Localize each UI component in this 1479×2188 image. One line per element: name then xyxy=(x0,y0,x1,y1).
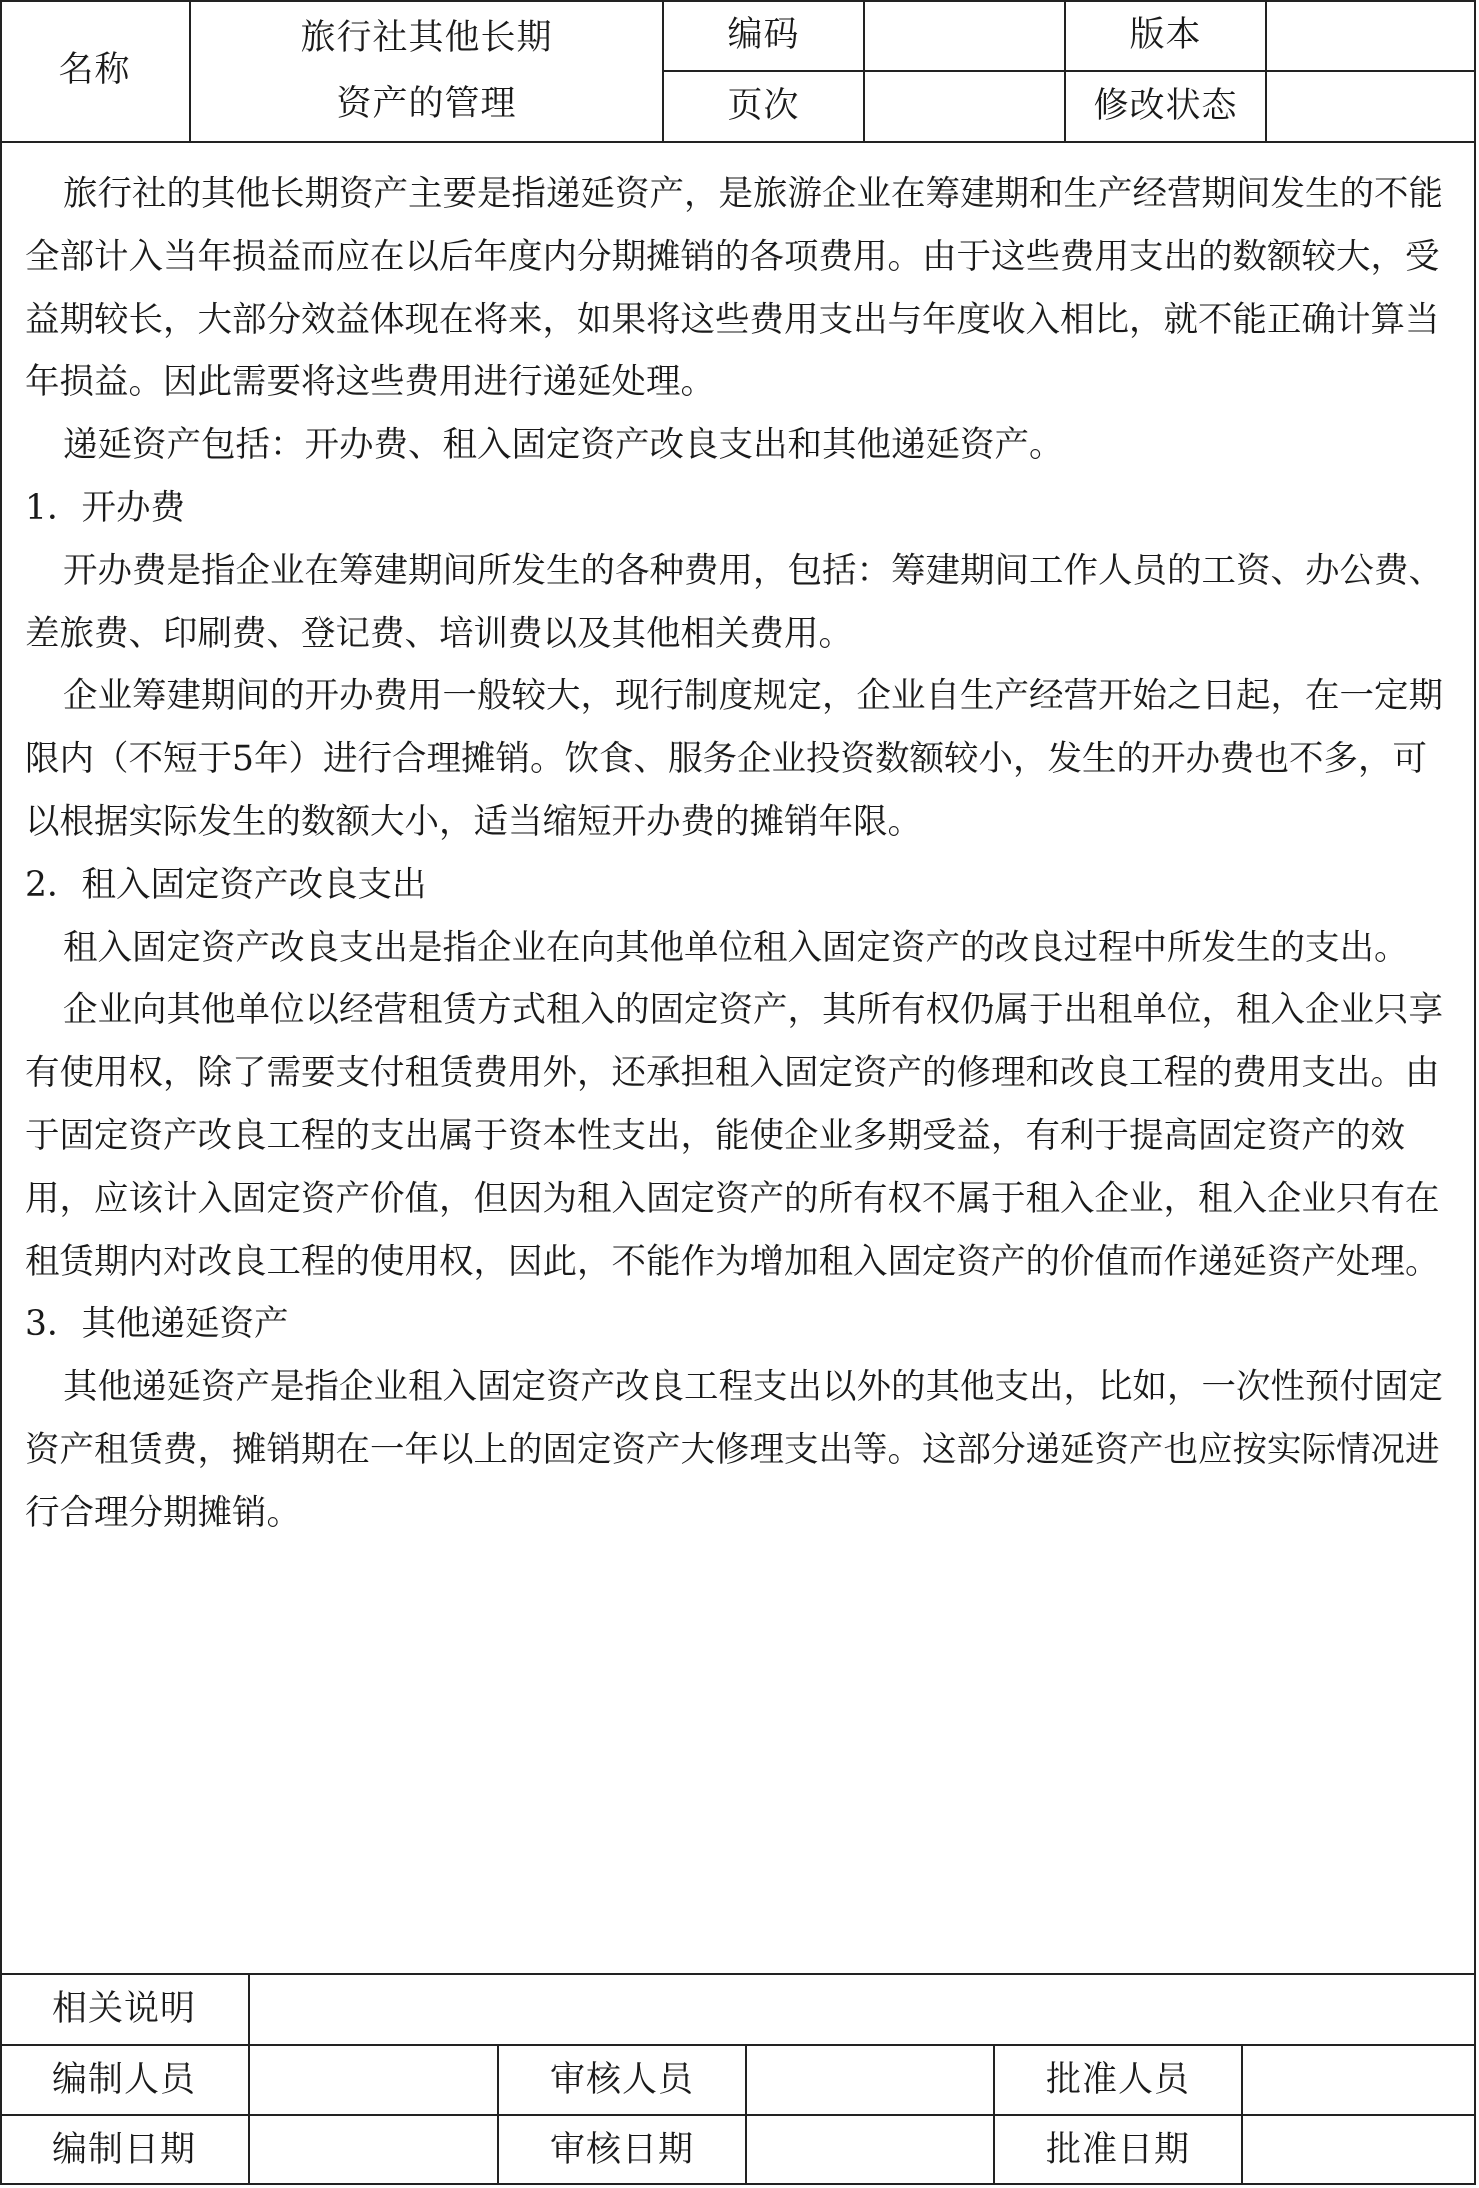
page-label-text: 页次 xyxy=(727,86,800,127)
section-heading: 1．开办费 xyxy=(25,487,185,528)
body-paragraph: 企业向其他单位以经营租赁方式租入的固定资产，其所有权仍属于出租单位，租入企业只享有使用权，除了需要支付租赁费用外，还承担租入固定资产的修理和改良工程的费用支出。由于固定资产改良工程的支出属于资本性支出，能使企业多期受益，有利于提高固定资产的效用，应该计入固定资产价值，但因为租入固定资产的所有权不属于租入企业，租入企业只有在租赁期内对改良工程的使用权，因此，不能作为增加租入固定资产的价值而作递延资产处理。 xyxy=(25,990,1443,1282)
prepared-by-label xyxy=(0,2046,248,2114)
approved-date-value xyxy=(1243,2116,1474,2185)
notes-value xyxy=(250,1975,1474,2044)
section-heading: 3．其他递延资产 xyxy=(25,1304,289,1345)
body-paragraph: 其他递延资产是指企业租入固定资产改良工程支出以外的其他支出，比如，一次性预付固定资产租赁费，摊销期在一年以上的固定资产大修理支出等。这部分递延资产也应按实际情况进行合理分期摊销。 xyxy=(25,1367,1443,1533)
notes-label xyxy=(0,1975,248,2044)
prepared-date-label-text: 编制日期 xyxy=(51,2130,196,2171)
body-paragraph: 开办费是指企业在筹建期间所发生的各种费用，包括：筹建期间工作人员的工资、办公费、差旅费、印刷费、登记费、培训费以及其他相关费用。 xyxy=(25,550,1443,654)
document-body xyxy=(25,163,1457,1545)
notes-label-text: 相关说明 xyxy=(51,1989,196,2030)
code-value xyxy=(865,0,1064,70)
body-paragraph: 企业筹建期间的开办费用一般较大，现行制度规定，企业自生产经营开始之日起，在一定期限内（不短于5年）进行合理摊销。饮食、服务企业投资数额较小，发生的开办费也不多，可以根据实际发生的数额大小，适当缩短开办费的摊销年限。 xyxy=(25,676,1443,842)
name-label xyxy=(0,0,189,141)
name-value-line2: 资产的管理 xyxy=(336,83,517,124)
page-value xyxy=(865,72,1064,141)
body-paragraph: 递延资产包括：开办费、租入固定资产改良支出和其他递延资产。 xyxy=(63,425,1064,466)
version-label xyxy=(1066,0,1265,70)
prepared-date-value xyxy=(250,2116,497,2185)
approved-date-label xyxy=(995,2116,1241,2185)
reviewed-date-label-text: 审核日期 xyxy=(549,2130,694,2171)
prepared-date-label xyxy=(0,2116,248,2185)
revision-value xyxy=(1267,72,1474,141)
version-value xyxy=(1267,0,1474,70)
name-value-line1: 旅行社其他长期 xyxy=(300,17,553,58)
revision-label-text: 修改状态 xyxy=(1093,86,1238,127)
section-heading: 2．租入固定资产改良支出 xyxy=(25,864,427,905)
reviewed-by-label xyxy=(499,2046,745,2114)
page-label xyxy=(664,72,863,141)
prepared-by-label-text: 编制人员 xyxy=(51,2059,196,2100)
reviewed-date-label xyxy=(499,2116,745,2185)
header-bottom-border xyxy=(0,141,1476,143)
approved-by-value xyxy=(1243,2046,1474,2114)
name-value xyxy=(191,0,662,141)
code-label-text: 编码 xyxy=(727,14,800,55)
body-paragraph: 租入固定资产改良支出是指企业在向其他单位租入固定资产的改良过程中所发生的支出。 xyxy=(63,927,1409,968)
version-label-text: 版本 xyxy=(1129,14,1202,55)
code-label xyxy=(664,0,863,70)
approved-by-label-text: 批准人员 xyxy=(1045,2059,1190,2100)
reviewed-date-value xyxy=(747,2116,993,2185)
name-label-text: 名称 xyxy=(58,50,131,91)
revision-label xyxy=(1066,72,1265,141)
prepared-by-value xyxy=(250,2046,497,2114)
reviewed-by-value xyxy=(747,2046,993,2114)
body-paragraph: 旅行社的其他长期资产主要是指递延资产，是旅游企业在筹建期和生产经营期间发生的不能全部计入当年损益而应在以后年度内分期摊销的各项费用。由于这些费用支出的数额较大，受益期较长，大部分效益体现在将来，如果将这些费用支出与年度收入相比，就不能正确计算当年损益。因此需要将这些费用进行递延处理。 xyxy=(25,174,1443,403)
approved-by-label xyxy=(995,2046,1241,2114)
reviewed-by-label-text: 审核人员 xyxy=(549,2059,694,2100)
approved-date-label-text: 批准日期 xyxy=(1045,2130,1190,2171)
